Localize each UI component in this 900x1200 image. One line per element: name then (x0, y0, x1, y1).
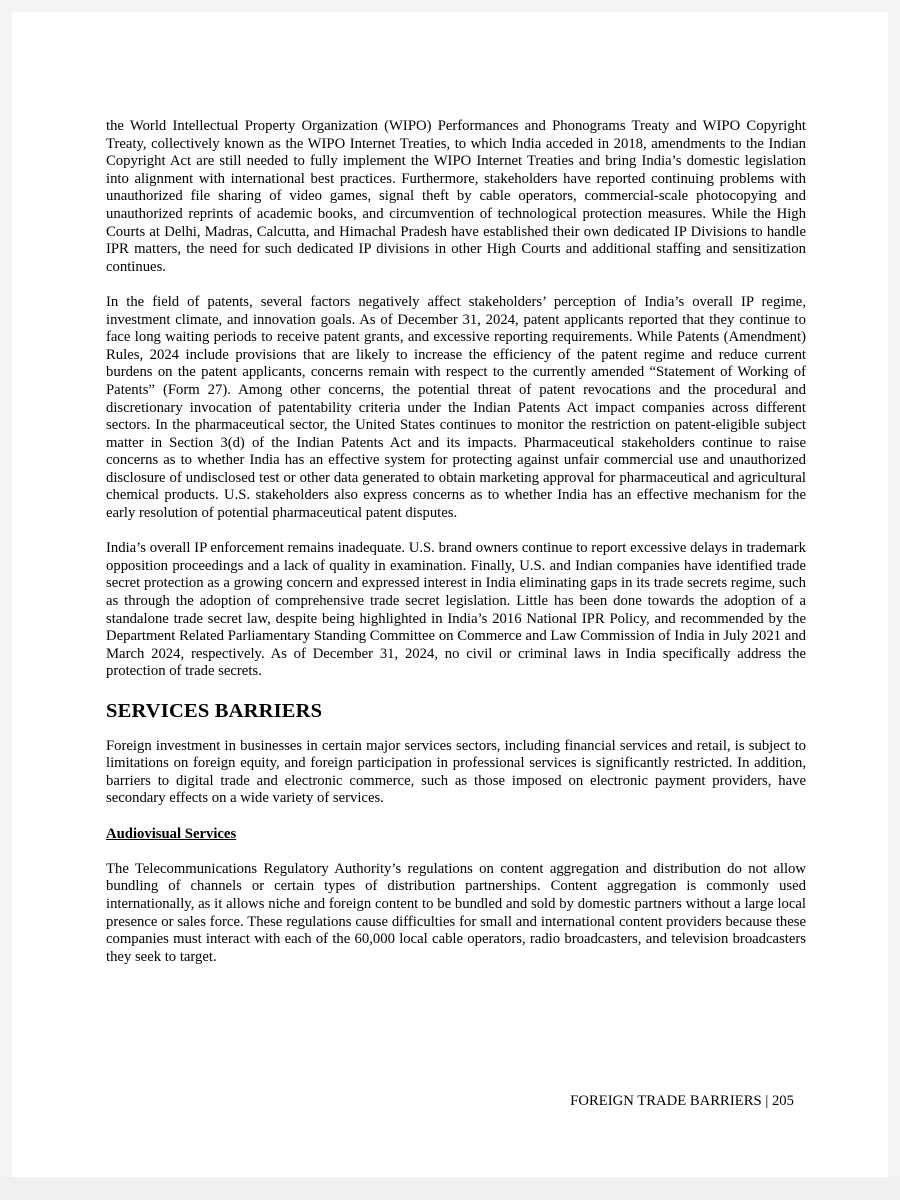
subheading-audiovisual-services: Audiovisual Services (106, 825, 237, 842)
section-heading-services-barriers: SERVICES BARRIERS (106, 699, 323, 722)
document-page (12, 12, 888, 1177)
paragraph-patents: In the field of patents, several factors negatively affect stakeholders’ perception of India’s overall IP regime, investment climate, and innovation goals. As of December 31, 2024, patent applicants reported that they continue to face long waiting periods to receive patent grants, and excessive reporting requirements. While Patents (Amendment) Rules, 2024 include provisions that are likely to increase the efficiency of the patent regime and reduce current burdens on the patent applicants, concerns remain with respect to the currently amended “Statement of Working of Patents” (Form 27). Among other concerns, the potential threat of patent revocations and the procedural and discretionary invocation of patentability criteria under the Indian Patents Act impact companies across different sectors. In the pharmaceutical sector, the United States continues to monitor the restriction on patent-eligible subject matter in Section 3(d) of the Indian Patents Act and its impacts. Pharmaceutical stakeholders continue to raise concerns as to whether India has an effective system for protecting against unfair commercial use and unauthorized disclosure of undisclosed test or other data generated to obtain marketing approval for pharmaceutical and agricultural chemical products. U.S. stakeholders also express concerns as to whether India has an effective mechanism for the early resolution of potential pharmaceutical patent disputes. (106, 293, 806, 522)
paragraph-services-barriers: Foreign investment in businesses in certain major services sectors, including financial services and retail, is subject to limitations on foreign equity, and foreign participation in professional services is significantly restricted. In addition, barriers to digital trade and electronic commerce, such as those imposed on electronic payment providers, have secondary effects on a wide variety of services. (106, 737, 806, 807)
paragraph-wipo-treaties: the World Intellectual Property Organization (WIPO) Performances and Phonograms Treaty and WIPO Copyright Treaty, collectively known as the WIPO Internet Treaties, to which India acceded in 2018, amendments to the Indian Copyright Act are still needed to fully implement the WIPO Internet Treaties and bring India’s domestic legislation into alignment with international best practices. Furthermore, stakeholders have reported continuing problems with unauthorized file sharing of video games, signal theft by cable operators, commercial-scale photocopying and unauthorized reprints of academic books, and circumvention of technological protection measures. While the High Courts at Delhi, Madras, Calcutta, and Himachal Pradesh have established their own dedicated IP Divisions to handle IPR matters, the need for such dedicated IP divisions in other High Courts and additional staffing and sensitization continues. (106, 118, 806, 275)
paragraph-audiovisual-services: The Telecommunications Regulatory Authority’s regulations on content aggregation and distribution do not allow bundling of channels or certain types of distribution partnerships. Content aggregation is commonly used internationally, as it allows niche and foreign content to be bundled and sold by domestic partners without a large local presence or sales force. These regulations cause difficulties for small and international content providers because these companies must interact with each of the 60,000 local cable operators, radio broadcasters, and television broadcasters they seek to target. (106, 860, 806, 965)
paragraph-ip-enforcement: India’s overall IP enforcement remains inadequate. U.S. brand owners continue to report excessive delays in trademark opposition proceedings and a lack of quality in examination. Finally, U.S. and Indian companies have identified trade secret protection as a growing concern and expressed interest in India eliminating gaps in its trade secrets regime, such as through the adoption of comprehensive trade secret legislation. Little has been done towards the adoption of a standalone trade secret law, despite being highlighted in India’s 2016 National IPR Policy, and recommended by the Department Related Parliamentary Standing Committee on Commerce and Law Commission of India in July 2021 and March 2024, respectively. As of December 31, 2024, no civil or criminal laws in India specifically address the protection of trade secrets. (106, 540, 806, 680)
page-footer: FOREIGN TRADE BARRIERS | 205 (570, 1093, 794, 1109)
viewer-bottom-strip (0, 1177, 900, 1200)
page-body (106, 118, 806, 984)
